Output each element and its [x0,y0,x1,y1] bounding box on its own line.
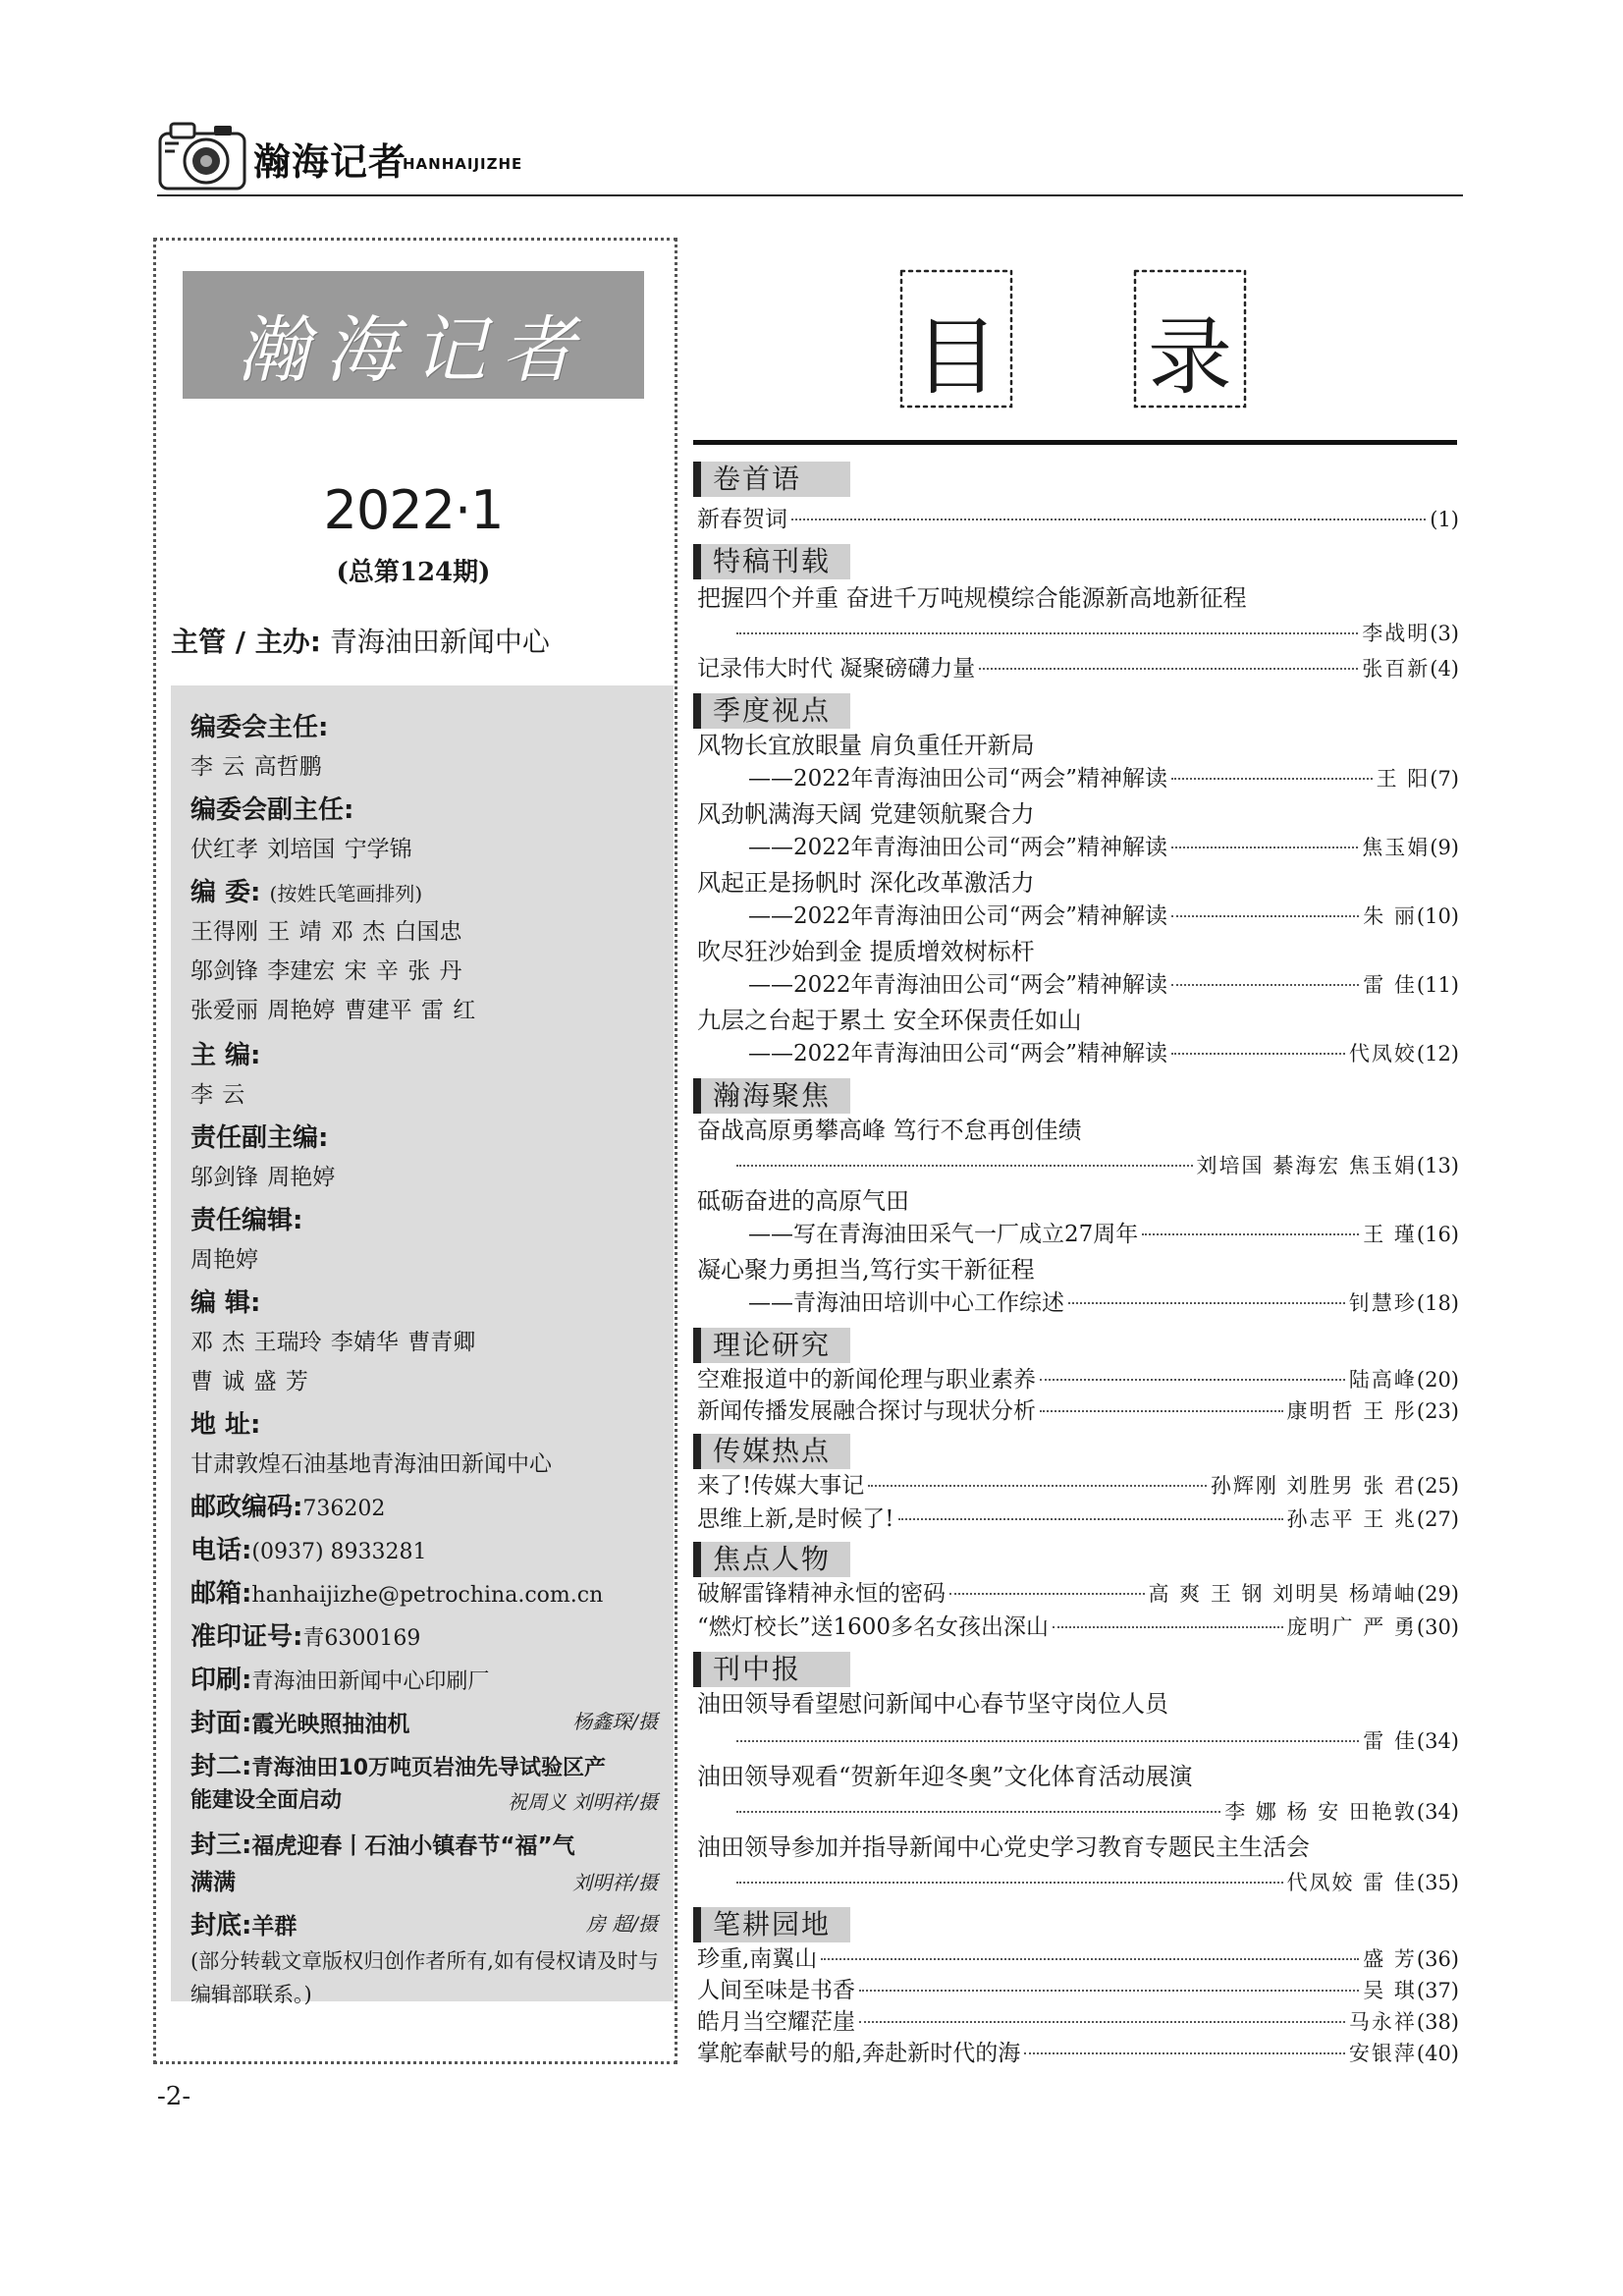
header-brand: 瀚海记者 [253,140,407,184]
back-cover-row [190,1905,658,1941]
permit-label: 准印证号: [190,1622,303,1652]
back-cover-credit: 房 超/摄 [585,1912,658,1936]
toc-entry: ——2022年青海油田公司“两会”精神解读 雷 佳 (11) [748,972,1459,998]
cover3-cont: 满满 [190,1870,236,1895]
editors-row: 曹 诚 盛 芳 [190,1369,308,1394]
toc-entry: 李 娜 杨 安 田艳敦 (34) [732,1797,1459,1827]
deputy-names: 邬剑锋 周艳婷 [190,1165,336,1190]
cover3-value: 福虎迎春丨石油小镇春节“福”气 [251,1833,575,1859]
cover2-row [190,1746,658,1782]
toc-entry-title[interactable]: 风劲帆满海天阔 党建领航聚合力 [697,800,1035,828]
staff-panel [171,685,674,2006]
toc-entry-title[interactable]: 风物长宜放眼量 肩负重任开新局 [697,732,1035,759]
page-number: -2- [157,2082,191,2111]
cover2-label: 封二: [190,1752,252,1781]
toc-title-char: 录 [1148,308,1232,407]
email-label: 邮箱: [190,1579,252,1609]
address-value: 甘肃敦煌石油基地青海油田新闻中心 [190,1451,552,1477]
toc-entry-title[interactable]: 把握四个并重 奋进千万吨规模综合能源新高地新征程 [697,584,1247,612]
editors-row: 邓 杰 王瑞玲 李婧华 曹青卿 [190,1330,476,1355]
cover2-cont: 能建设全面启动 [190,1788,343,1813]
toc-entry[interactable]: 来了!传媒大事记 孙辉刚 刘胜男 张 君 (25) [697,1473,1459,1499]
toc-entry[interactable]: 破解雷锋精神永恒的密码 高 爽 王 钢 刘明昊 杨靖岫 (29) [697,1581,1459,1607]
cover1-credit: 杨鑫琛/摄 [572,1710,658,1733]
editors-label: 编 辑: [190,1288,261,1318]
section-header: 笔耕园地 [693,1907,850,1942]
postcode-value: 736202 [302,1497,386,1521]
cover1-value: 霞光映照抽油机 [251,1712,410,1737]
toc-title-stamp [1129,265,1251,412]
toc-entry: 刘培国 綦海宏 焦玉娟 (13) [732,1151,1459,1180]
masthead-title: 瀚海记者 [237,308,590,393]
cover2-credit: 祝周义 刘明祥/摄 [507,1790,658,1814]
toc-entry[interactable]: 珍重,南翼山 盛 芳 (36) [697,1946,1459,1972]
toc-entry-title[interactable]: 油田领导看望慰问新闻中心春节坚守岗位人员 [697,1690,1168,1718]
vice-director-label: 编委会副主任: [190,795,354,825]
toc-entry[interactable]: 空难报道中的新闻伦理与职业素养 陆高峰 (20) [697,1367,1459,1393]
section-header: 刊中报 [693,1652,850,1687]
toc-entry[interactable]: “燃灯校长”送1600多名女孩出深山 庞明广 严 勇 (30) [697,1614,1459,1640]
toc-entry[interactable]: 掌舵奉献号的船,奔赴新时代的海 安银萍 (40) [697,2041,1459,2066]
postcode-label: 邮政编码: [190,1493,303,1522]
section-header: 季度视点 [693,693,850,729]
postcode-row [190,1487,658,1523]
toc-entry-title[interactable]: 凝心聚力勇担当,笃行实干新征程 [697,1256,1035,1284]
cover1-row [190,1703,658,1739]
director-label: 编委会主任: [190,713,329,742]
toc-entry[interactable]: 新闻传播发展融合探讨与现状分析 康明哲 王 彤 (23) [697,1398,1459,1424]
resp-editor-label: 责任编辑: [190,1206,303,1235]
toc-entry: ——2022年青海油田公司“两会”精神解读 代凤姣 (12) [748,1041,1459,1066]
back-cover-label: 封底: [190,1911,252,1941]
permit-row [190,1616,658,1653]
toc-entry: ——青海油田培训中心工作综述 钊慧珍 (18) [748,1290,1459,1316]
toc-entry: ——2022年青海油田公司“两会”精神解读 王 阳 (7) [748,766,1459,792]
issue-number: 2022·1 [323,479,504,541]
phone-row [190,1530,658,1566]
cover3-label: 封三: [190,1831,252,1860]
cover3-credit: 刘明祥/摄 [572,1871,658,1894]
page-header [157,110,1463,198]
members-row: 张爱丽 周艳婷 曹建平 雷 红 [190,998,476,1023]
section-header: 理论研究 [693,1328,850,1363]
toc-entry[interactable]: 人间至味是书香 吴 琪 (37) [697,1978,1459,2003]
toc-entry[interactable]: 皓月当空耀茫崖 马永祥 (38) [697,2009,1459,2035]
toc-title-stamp [895,265,1017,412]
toc-entry: 李战明 (3) [732,619,1459,648]
toc-entry: ——2022年青海油田公司“两会”精神解读 焦玉娟 (9) [748,835,1459,860]
toc-entry-title[interactable]: 奋战高原勇攀高峰 笃行不怠再创佳绩 [697,1117,1082,1144]
section-header: 瀚海聚焦 [693,1078,850,1114]
sponsor-label: 主管 / 主办: [171,626,321,658]
address-label: 地 址: [190,1410,261,1440]
deputy-label: 责任副主编: [190,1123,329,1153]
resp-editor-name: 周艳婷 [190,1247,258,1273]
toc-rule [693,440,1457,445]
toc-entry-title[interactable]: 九层之台起于累土 安全环保责任如山 [697,1007,1082,1034]
header-brand-en: HANHAIJIZHE [403,155,523,173]
toc-entry: ——写在青海油田采气一厂成立27周年 王 瑾 (16) [748,1222,1459,1247]
masthead-banner [183,271,644,399]
toc-entry: 雷 佳 (34) [732,1726,1459,1756]
toc-entry[interactable]: 思维上新,是时候了! 孙志平 王 兆 (27) [697,1506,1459,1532]
toc-entry-title[interactable]: 风起正是扬帆时 深化改革激活力 [697,869,1035,897]
section-header: 传媒热点 [693,1434,850,1469]
vice-director-names: 伏红孝 刘培国 宁学锦 [190,837,412,862]
cover2-value: 青海油田10万吨页岩油先导试验区产 [251,1756,607,1780]
section-header: 焦点人物 [693,1542,850,1577]
sponsor-value: 青海油田新闻中心 [329,626,550,658]
toc-entry-title[interactable]: 砥砺奋进的高原气田 [697,1187,909,1215]
toc-entry[interactable]: 新春贺词 (1) [697,507,1459,532]
email-value: hanhaijizhe@petrochina.com.cn [251,1583,604,1608]
toc-title-char: 目 [914,308,999,407]
director-names: 李 云 高哲鹏 [190,754,322,780]
print-value: 青海油田新闻中心印刷厂 [251,1669,490,1694]
members-row: 王得刚 王 靖 邓 杰 白国忠 [190,919,462,945]
chief-name: 李 云 [190,1082,245,1108]
toc-entry-title[interactable]: 油田领导观看“贺新年迎冬奥”文化体育活动展演 [697,1763,1193,1790]
phone-value: (0937) 8933281 [251,1540,427,1564]
issue-total: (总第124期) [336,558,491,587]
back-cover-value: 羊群 [251,1914,298,1940]
toc-entry: ——2022年青海油田公司“两会”精神解读 朱 丽 (10) [748,903,1459,929]
section-header: 卷首语 [693,462,850,497]
toc-entry-title[interactable]: 吹尽狂沙始到金 提质增效树标杆 [697,938,1035,965]
cover2-cont-row [190,1783,658,1814]
header-rule [157,194,1463,196]
members-title [190,872,422,908]
members-note: (按姓氏笔画排列) [269,882,423,905]
print-label: 印刷: [190,1666,252,1695]
toc-entry-title[interactable]: 油田领导参加并指导新闻中心党史学习教育专题民主生活会 [697,1833,1310,1861]
camera-icon [157,116,247,194]
print-row [190,1660,658,1696]
cover3-row [190,1825,658,1861]
members-row: 邬剑锋 李建宏 宋 辛 张 丹 [190,958,462,984]
email-row [190,1573,658,1610]
sponsor-line [171,621,550,660]
chief-label: 主 编: [190,1041,261,1070]
permit-value: 青6300169 [302,1626,421,1651]
cover3-cont-row [190,1864,658,1896]
toc-entry[interactable]: 记录伟大时代 凝聚磅礴力量 张百新 (4) [697,656,1459,682]
section-header: 特稿刊载 [693,544,850,579]
toc-entry: 代凤姣 雷 佳 (35) [732,1868,1459,1897]
members-label: 编 委: [190,878,261,907]
copyright-note: (部分转载文章版权归创作者所有,如有侵权请及时与编辑部联系。) [190,1949,659,2006]
cover1-label: 封面: [190,1709,252,1738]
phone-label: 电话: [190,1536,252,1565]
